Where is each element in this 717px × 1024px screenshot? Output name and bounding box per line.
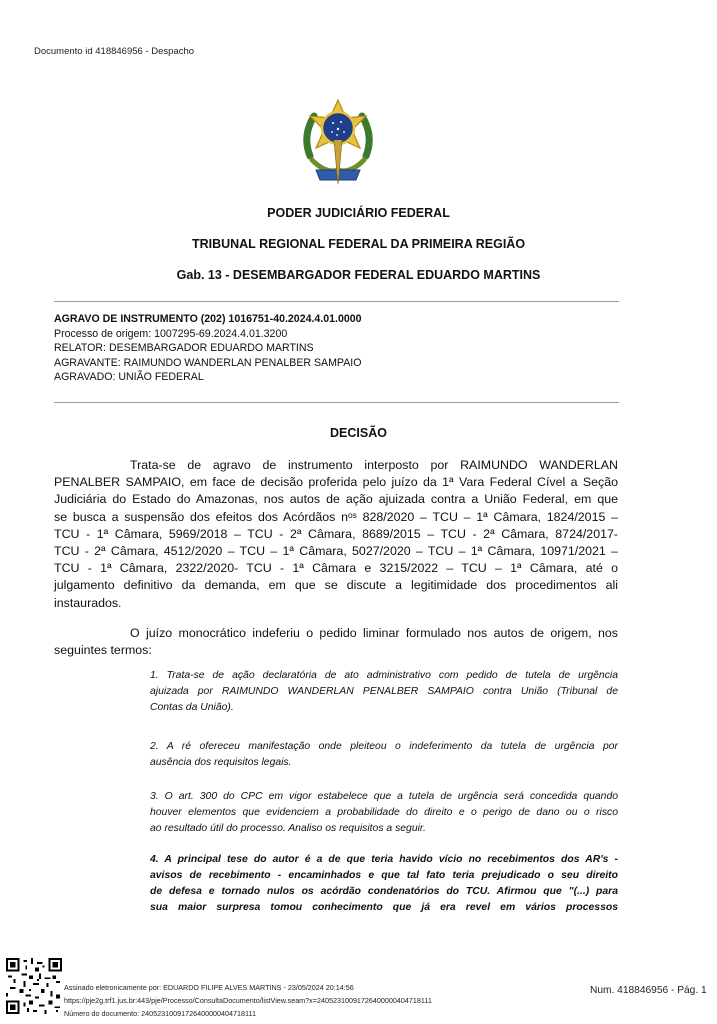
paragraph-1 <box>54 457 618 612</box>
quote-line: de defesa e tornado nulos os acórdão condenatórios do TCU. Afirmou que "(...) para <box>150 886 618 897</box>
signed-by-text: Assinado eletronicamente por: EDUARDO FILIPE ALVES MARTINS - 23/05/2024 20:14:56 <box>64 983 354 992</box>
quote-line: ajuizada por RAIMUNDO WANDERLAN PENALBER SAMPAIO contra União (Tribunal de <box>150 686 618 697</box>
case-rapporteur: RELATOR: DESEMBARGADOR EDUARDO MARTINS <box>54 342 314 355</box>
quote-line: ausência dos requisitos legais. <box>150 757 292 768</box>
case-title: AGRAVO DE INSTRUMENTO (202) 1016751-40.2024.4.01.0000 <box>54 313 362 325</box>
paragraph-1-line: TCU - 1ª Câmara, 2322/2020- TCU - 1ª Câmara e 3215/2022 – TCU – 1ª Câmara, até o <box>54 561 618 576</box>
quote-line: 2. A ré ofereceu manifestação onde pleiteou o indeferimento da tutela de urgência por <box>150 741 618 752</box>
document-id-label: Documento id 418846956 - Despacho <box>34 46 195 57</box>
header-divider-bottom <box>54 402 619 403</box>
quote-line: 4. A principal tese do autor é a de que teria havido vício no recebimentos dos AR's - <box>150 854 618 865</box>
page-number-label: Num. 418846956 - Pág. 1 <box>590 985 707 996</box>
paragraph-1-line: TCU - 1ª Câmara, 5969/2018 – TCU - 2ª Câmara, 8689/2015 – TCU - 2ª Câmara, 8724/2017- <box>54 526 618 541</box>
qr-code[interactable] <box>6 958 62 1014</box>
paragraph-2-line: O juízo monocrático indeferiu o pedido liminar formulado nos autos de origem, nos <box>130 626 618 640</box>
quote-line: sua maior surpresa tomou conhecimento que já era revel em vários processos <box>150 902 618 913</box>
quote-line: avisos de recebimento - encaminhados e que tal fato teria prejudicado o seu direito <box>150 870 618 881</box>
quote-item-2 <box>150 739 618 771</box>
case-appellant: AGRAVANTE: RAIMUNDO WANDERLAN PENALBER SAMPAIO <box>54 356 362 369</box>
case-info <box>54 312 614 385</box>
header-line-3: Gab. 13 - DESEMBARGADOR FEDERAL EDUARDO MARTINS <box>176 268 541 282</box>
paragraph-1-line: se busca a suspensão dos efeitos dos Acórdãos nᵒˢ 828/2020 – TCU – 1ª Câmara, 1824/2015 – <box>54 509 618 524</box>
quote-line: 1. Trata-se de ação declaratória de ato administrativo com pedido de tutela de urgência <box>150 670 618 681</box>
quote-item-1 <box>150 668 618 716</box>
quote-item-3 <box>150 789 618 837</box>
decision-heading: DECISÃO <box>330 426 387 440</box>
paragraph-1-line: instaurados. <box>54 595 122 610</box>
paragraph-2 <box>54 625 618 659</box>
coat-of-arms-emblem <box>296 96 380 188</box>
paragraph-1-line: julgamento definitivo da demanda, em que se discute a legitimidade dos procedimentos ali <box>54 578 618 593</box>
paragraph-1-line: Judiciária do Estado do Amazonas, nos autos de ação ajuizada contra a União Federal, em que <box>54 492 618 507</box>
quote-line: 3. O art. 300 do CPC em vigor estabelece que a tutela de urgência será concedida quando <box>150 791 618 802</box>
header-divider-top <box>54 301 619 302</box>
paragraph-1-line: TCU - 2ª Câmara, 4512/2020 – TCU – 1ª Câmara, 5027/2020 – TCU – 1ª Câmara, 10971/2021 – <box>54 543 618 558</box>
paragraph-1-line: Trata-se de agravo de instrumento interposto por RAIMUNDO WANDERLAN <box>130 458 618 472</box>
paragraph-2-line: seguintes termos: <box>54 643 152 658</box>
case-origin: Processo de origem: 1007295-69.2024.4.01.3200 <box>54 327 288 340</box>
quote-item-4 <box>150 852 618 916</box>
signature-info <box>64 981 432 1020</box>
paragraph-1-line: PENALBER SAMPAIO, em face de decisão proferida pelo juízo da 1ª Vara Federal Cível a Seção <box>54 475 618 490</box>
header-line-1: PODER JUDICIÁRIO FEDERAL <box>267 206 450 220</box>
quote-line: ao resultado útil do processo. Analiso os requisitos a seguir. <box>150 823 426 834</box>
case-appellee: AGRAVADO: UNIÃO FEDERAL <box>54 371 204 384</box>
verification-url[interactable]: https://pje2g.trf1.jus.br:443/pje/Processo/ConsultaDocumento/listView.seam?x=24052310091726400000404718111 <box>64 996 432 1005</box>
document-number-text: Número do documento: 24052310091726400000404718111 <box>64 1009 256 1018</box>
quote-line: houver elementos que evidenciem a probabilidade do direito e o perigo de dano ou o risco <box>150 807 618 818</box>
header-line-2: TRIBUNAL REGIONAL FEDERAL DA PRIMEIRA REGIÃO <box>191 237 526 251</box>
quote-line: Contas da União). <box>150 702 234 713</box>
